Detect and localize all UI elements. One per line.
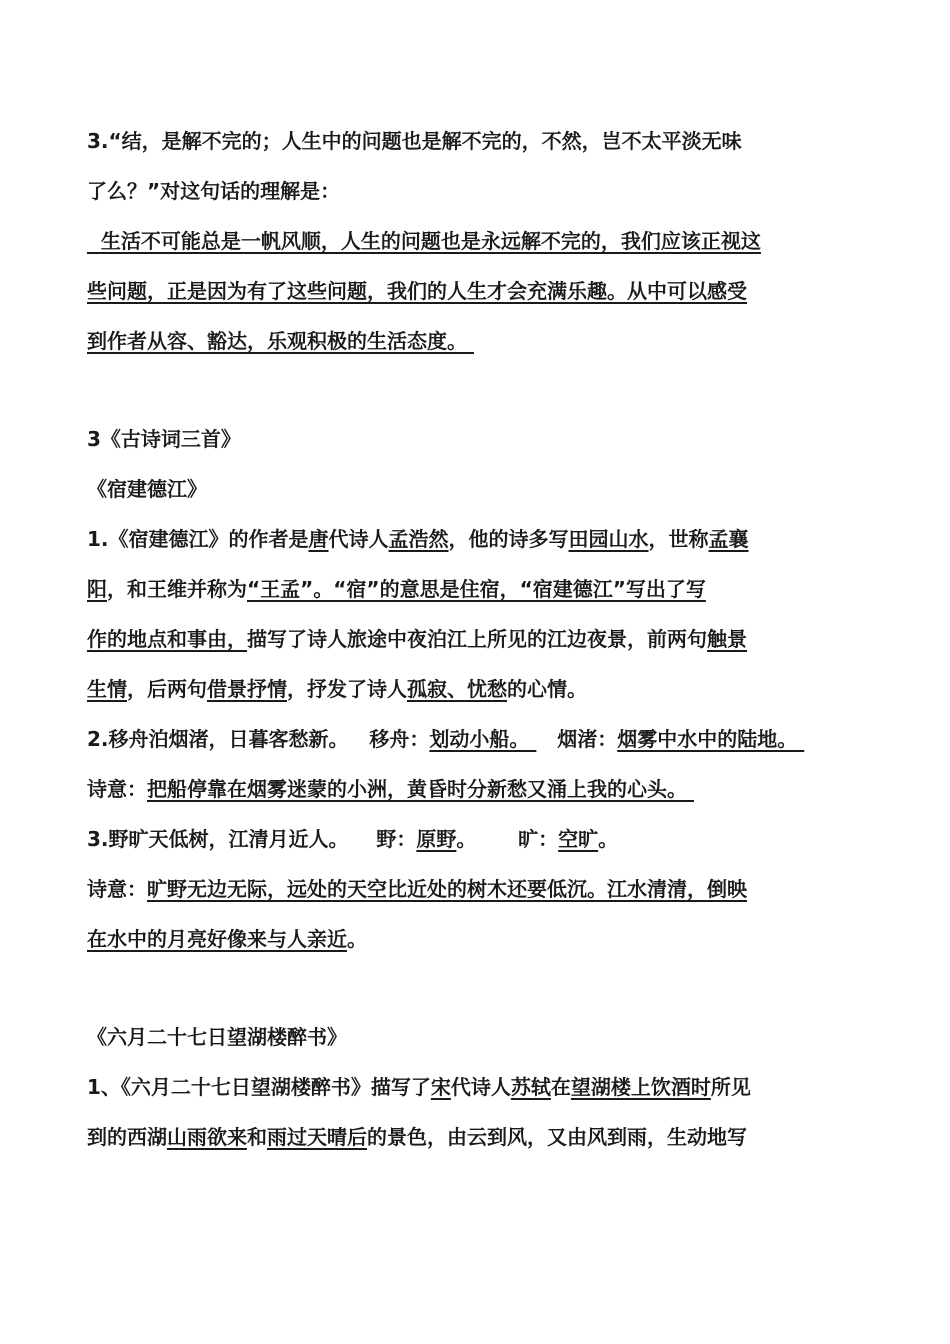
poem1-line-3: [87, 624, 747, 654]
text-segment: ，后两句: [127, 677, 207, 701]
poem1-title: 《宿建德江》: [87, 477, 207, 501]
text-segment: 代诗人: [450, 1075, 511, 1099]
text-segment: 到的西湖: [87, 1125, 167, 1149]
poem1-line-6: [87, 774, 694, 804]
poem1-line-2: [87, 574, 706, 604]
answer-blank: 山雨欲来: [167, 1125, 247, 1149]
answer-blank: 作的地点和事由，: [87, 627, 247, 651]
text-segment: 。: [347, 927, 367, 951]
answer-blank: 生情: [87, 677, 127, 701]
answer-blank: 孟襄: [708, 527, 749, 551]
poem1-line-1: [87, 524, 749, 554]
answer-blank: 阳: [87, 577, 107, 601]
text-segment: 烟渚：: [536, 727, 618, 751]
text-segment: 1.《宿建德江》的作者是: [87, 527, 309, 551]
answer-blank: 苏轼: [510, 1075, 551, 1099]
text-segment: ，他的诗多写: [448, 527, 569, 551]
answer-blank: 原野: [416, 827, 457, 851]
poem2-title: 《六月二十七日望湖楼醉书》: [87, 1025, 347, 1049]
q3-question-line-2: 了么？”对这句话的理解是：: [87, 179, 341, 203]
answer-blank: 宋: [430, 1075, 451, 1099]
text-segment: 3.野旷天低树，江清月近人。 野：: [87, 827, 417, 851]
poem2-line-2: [87, 1122, 747, 1152]
q3-answer-line-1: 生活不可能总是一帆风顺，人生的问题也是永远解不完的，我们应该正视这: [87, 229, 761, 253]
answer-blank: 孤寂、忧愁: [407, 677, 507, 701]
poem1-line-9: [87, 924, 367, 954]
poem1-line-5: [87, 724, 804, 754]
answer-blank: 借景抒情: [207, 677, 287, 701]
text-segment: 诗意：: [87, 877, 147, 901]
text-segment: 的景色，由云到风，又由风到雨，生动地写: [367, 1125, 747, 1149]
text-segment: 的心情。: [507, 677, 587, 701]
text-segment: ，抒发了诗人: [287, 677, 407, 701]
text-segment: 和: [247, 1125, 267, 1149]
answer-blank: 雨过天晴后: [267, 1125, 367, 1149]
answer-blank: 烟雾中水中的陆地。: [617, 727, 805, 751]
text-segment: 所见: [710, 1075, 751, 1099]
answer-blank: 旷野无边无际，远处的天空比近处的树木还要低沉。江水清清，倒映: [147, 877, 747, 901]
text-segment: 1、《六月二十七日望湖楼醉书》描写了: [87, 1075, 431, 1099]
poem1-line-4: [87, 674, 587, 704]
answer-blank: 空旷: [558, 827, 599, 851]
text-segment: ，世称: [648, 527, 709, 551]
text-segment: 在: [550, 1075, 571, 1099]
answer-blank: 田园山水: [568, 527, 649, 551]
answer-blank: 孟浩然: [388, 527, 449, 551]
q3-answer-line-2: 些问题，正是因为有了这些问题，我们的人生才会充满乐趣。从中可以感受: [87, 279, 747, 303]
text-segment: ，和王维并称为: [107, 577, 247, 601]
answer-blank: “王孟”。“宿”的意思是住宿，“宿建德江”写出了写: [247, 577, 706, 601]
answer-blank: 望湖楼上饮酒时: [570, 1075, 711, 1099]
text-segment: 代诗人: [328, 527, 389, 551]
poem2-line-1: [87, 1072, 751, 1102]
q3-question-line-1: 3.“结，是解不完的；人生中的问题也是解不完的，不然，岂不太平淡无味: [87, 129, 742, 153]
text-segment: 诗意：: [87, 777, 147, 801]
answer-blank: 唐: [308, 527, 329, 551]
answer-blank: 在水中的月亮好像来与人亲近: [87, 927, 347, 951]
text-segment: 描写了诗人旅途中夜泊江上所见的江边夜景，前两句: [247, 627, 707, 651]
answer-blank: 触景: [707, 627, 747, 651]
section-title: 3《古诗词三首》: [87, 427, 241, 451]
text-segment: 2.移舟泊烟渚，日暮客愁新。 移舟：: [87, 727, 430, 751]
poem1-line-8: [87, 874, 747, 904]
text-segment: 。 旷：: [456, 827, 559, 851]
poem1-line-7: [87, 824, 618, 854]
text-segment: 。: [598, 827, 619, 851]
answer-blank: 划动小船。: [429, 727, 537, 751]
q3-answer-line-3: 到作者从容、豁达，乐观积极的生活态度。: [87, 329, 474, 353]
answer-blank: 把船停靠在烟雾迷蒙的小洲，黄昏时分新愁又涌上我的心头。: [147, 777, 694, 801]
